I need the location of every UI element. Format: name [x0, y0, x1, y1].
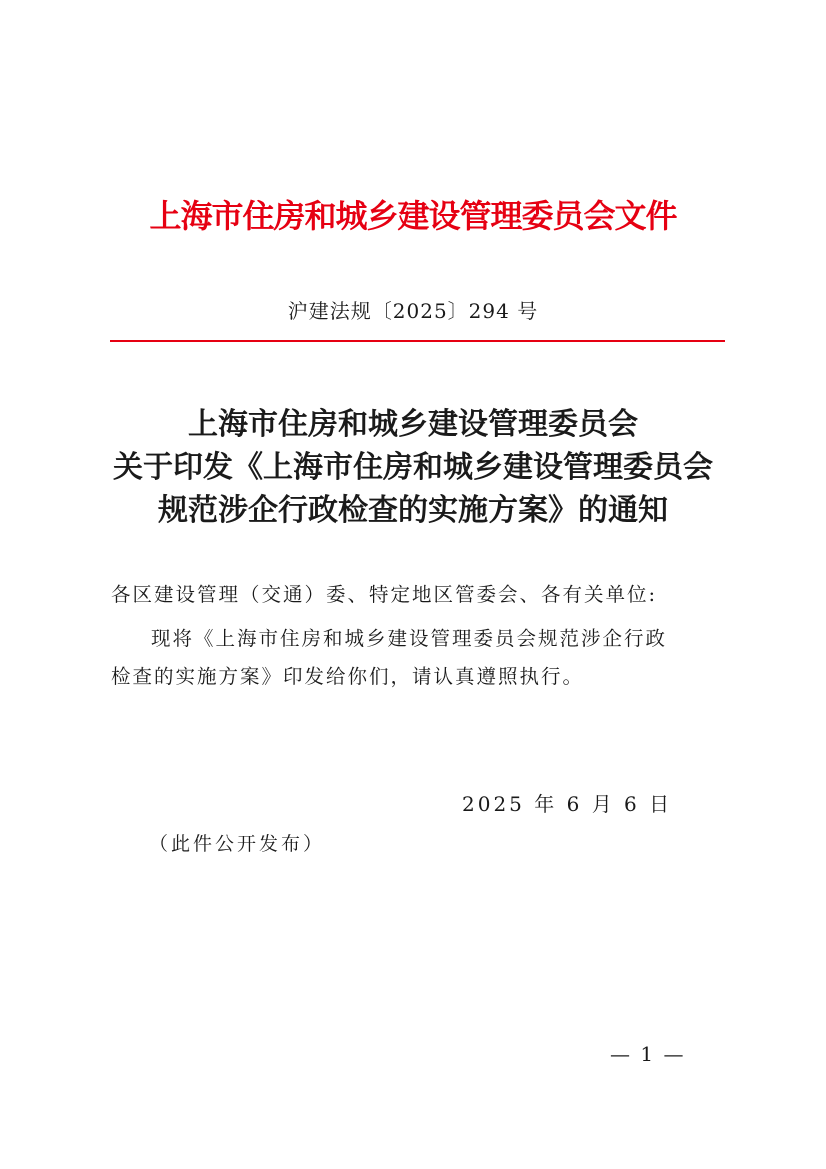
title-line-3: 规范涉企行政检查的实施方案》的通知 [158, 493, 668, 528]
publication-note: （此件公开发布） [149, 833, 326, 855]
title-line-2: 关于印发《上海市住房和城乡建设管理委员会 [113, 450, 713, 485]
salutation: 各区建设管理（交通）委、特定地区管委会、各有关单位: [111, 583, 658, 606]
red-separator-line [110, 340, 725, 342]
page-number: — 1 — [610, 1042, 686, 1066]
title-line-1: 上海市住房和城乡建设管理委员会 [188, 407, 638, 442]
issue-date: 2025 年 6 月 6 日 [462, 792, 673, 816]
document-number: 沪建法规〔2025〕294 号 [287, 299, 539, 323]
document-title [90, 403, 736, 532]
issuer-header: 上海市住房和城乡建设管理委员会文件 [149, 197, 677, 235]
body-paragraph-line-2: 检查的实施方案》印发给你们，请认真遵照执行。 [111, 665, 585, 688]
body-paragraph-line-1: 现将《上海市住房和城乡建设管理委员会规范涉企行政 [151, 627, 668, 650]
